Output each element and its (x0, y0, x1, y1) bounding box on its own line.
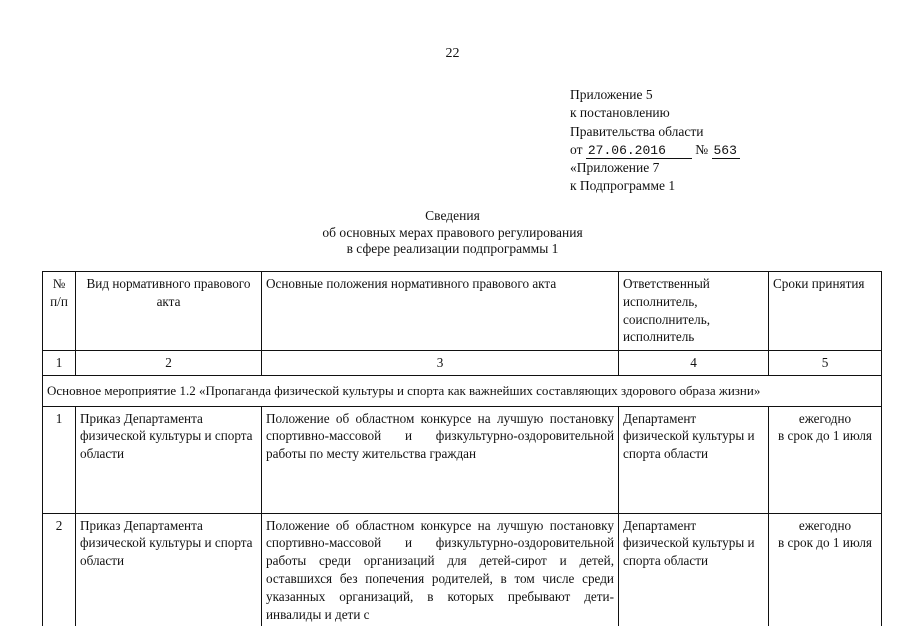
column-number: 4 (619, 351, 769, 376)
act-type-cell: Приказ Департамента физической культуры и спорта области (76, 406, 262, 513)
deadline-cell (769, 513, 882, 626)
heading-line-3: в сфере реализации подпрограммы 1 (346, 241, 559, 256)
resolution-date: 27.06.2016 (586, 143, 692, 159)
column-number-row (43, 351, 882, 376)
deadline-date: в срок до 1 июля (778, 428, 872, 444)
header-cell: Ответственный исполнитель, соисполнитель, исполнитель (619, 272, 769, 351)
from-prefix: от (570, 141, 583, 157)
document-heading (0, 208, 905, 258)
header-cell: № п/п (43, 272, 76, 351)
provisions-cell: Положение об областном конкурсе на лучшую постановку спортивно-массовой и физкультурно-оздоровительной работы по месту жительства граждан (262, 406, 619, 513)
heading-line-2: об основных мерах правового регулирования (322, 224, 583, 240)
page-number: 22 (445, 46, 460, 61)
heading-line-1: Сведения (425, 208, 480, 223)
header-cell: Сроки принятия (769, 272, 882, 351)
table-row (43, 513, 882, 626)
appendix-date-line (570, 141, 740, 159)
responsible-cell: Департамент физической культуры и спорта области (619, 513, 769, 626)
responsible-cell: Департамент физической культуры и спорта области (619, 406, 769, 513)
appendix-line-3: Правительства области (570, 123, 704, 139)
section-row (43, 375, 882, 406)
table-header-row (43, 272, 882, 351)
deadline-frequency: ежегодно (798, 410, 852, 426)
column-number: 1 (43, 351, 76, 376)
header-cell: Основные положения нормативного правового акта (262, 272, 619, 351)
header-cell: Вид нормативного правового акта (76, 272, 262, 351)
table-row (43, 406, 882, 513)
section-title: Основное мероприятие 1.2 «Пропаганда физической культуры и спорта как важнейших составляющих здорового образа жизни» (43, 375, 882, 406)
resolution-number: 563 (712, 143, 740, 159)
appendix-line-6: к Подпрограмме 1 (570, 178, 676, 194)
provisions-cell: Положение об областном конкурсе на лучшую постановку спортивно-массовой и физкультурно-оздоровительной работы среди организаций для детей-сирот и детей, оставшихся без попечения родителей, в том числе среди указанных организаций, в которых пребывают дети-инвалиды и дети с (262, 513, 619, 626)
column-number: 2 (76, 351, 262, 376)
appendix-line-2: к постановлению (570, 105, 670, 121)
deadline-date: в срок до 1 июля (778, 535, 872, 551)
deadline-cell (769, 406, 882, 513)
act-type-cell: Приказ Департамента физической культуры и спорта области (76, 513, 262, 626)
appendix-line-5: «Приложение 7 (570, 160, 660, 176)
column-number: 5 (769, 351, 882, 376)
number-prefix: № (695, 141, 709, 157)
measures-table (42, 271, 882, 626)
column-number: 3 (262, 351, 619, 376)
appendix-block (570, 86, 740, 196)
appendix-line-1: Приложение 5 (570, 87, 653, 102)
row-number: 2 (43, 513, 76, 626)
deadline-frequency: ежегодно (798, 517, 852, 533)
row-number: 1 (43, 406, 76, 513)
